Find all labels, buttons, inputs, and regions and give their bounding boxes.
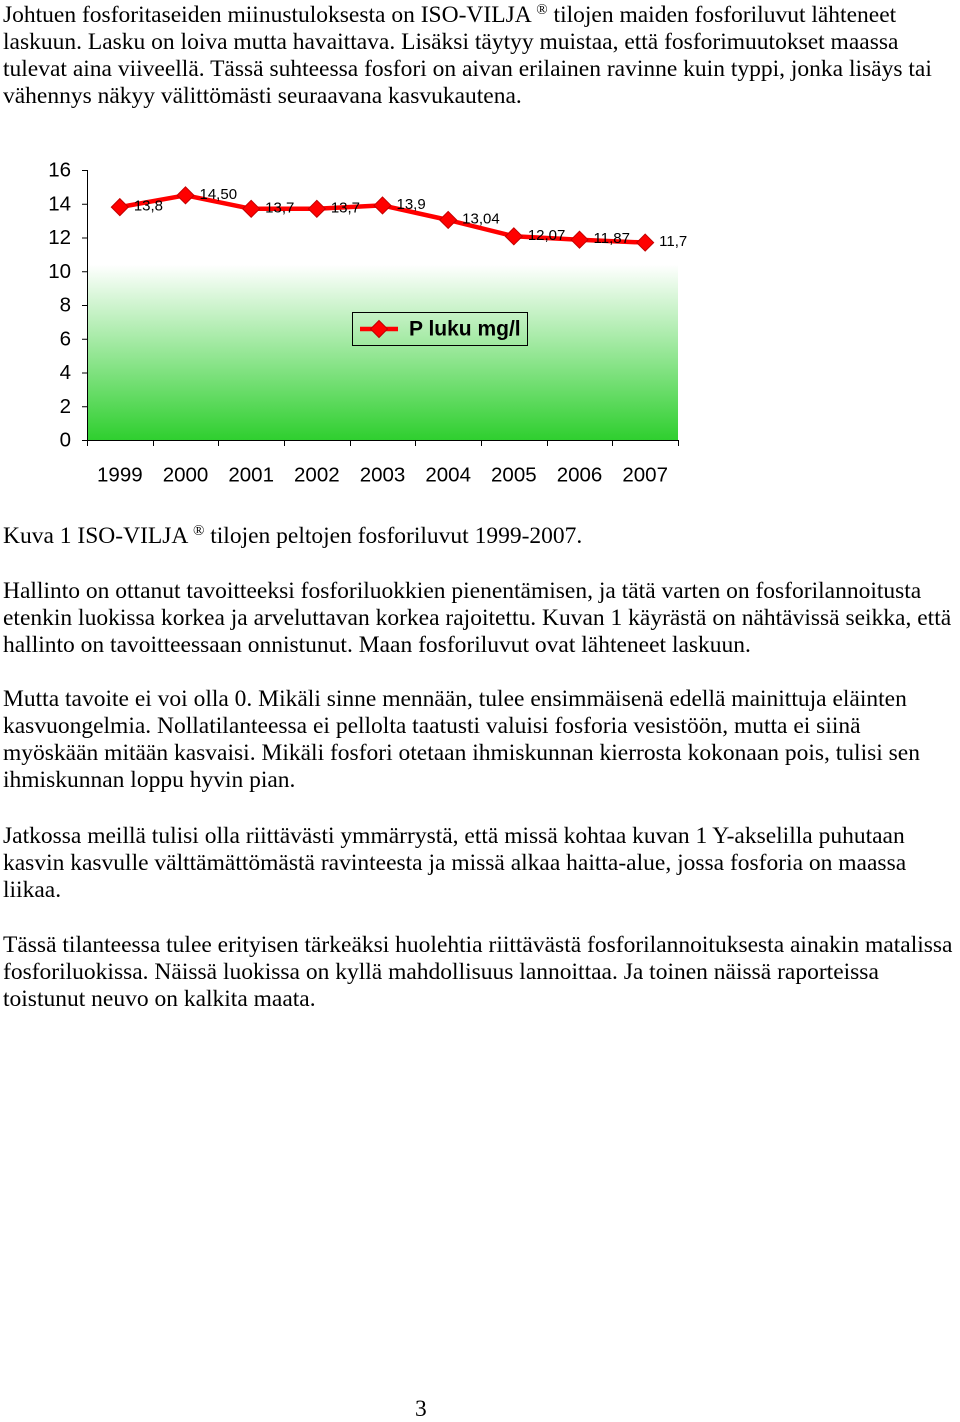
paragraph-line: etenkin luokissa korkea ja arveluttavan korkea rajoitettu. Kuvan 1 käyrästä on nähtävissä seikka, että	[3, 605, 952, 631]
body-paragraph	[3, 686, 958, 794]
x-tick-label-1999: 1999	[97, 463, 143, 487]
body-paragraph	[3, 823, 958, 904]
registered-mark: ®	[536, 2, 548, 18]
paragraph-line: kasvin kasvulle välttämättömästä ravinteesta ja missä alkaa haitta-alue, jossa fosforia on maassa	[3, 850, 907, 876]
line-text: tilojen maiden fosforiluvut lähteneet	[553, 2, 897, 28]
caption-line	[3, 523, 958, 550]
data-label-2007: 11,7	[659, 233, 688, 251]
paragraph-line: Jatkossa meillä tulisi olla riittävästi ymmärrystä, että missä kohtaa kuvan 1 Y-akselilla puhutaan	[3, 823, 905, 849]
paragraph-line: laskuun. Lasku on loiva mutta havaittava. Lisäksi täytyy muistaa, että fosforimuutokset maassa	[3, 29, 899, 55]
paragraph-line: Tässä tilanteessa tulee erityisen tärkeäksi huolehtia riittävästä fosforilannoituksesta ainakin matalissa	[3, 932, 953, 958]
x-tick-label-2001: 2001	[228, 463, 274, 487]
data-label-2003: 13,9	[396, 195, 426, 213]
data-label-2004: 13,04	[462, 210, 500, 228]
y-tick-label-14: 14	[48, 192, 71, 216]
paragraph-line: fosforiluokissa. Näissä luokissa on kyllä mahdollisuus lannoittaa. Ja toinen näissä raporteissa	[3, 959, 879, 985]
y-tick-label-12: 12	[48, 226, 71, 249]
body-paragraph	[3, 578, 958, 659]
x-tick-label-2003: 2003	[359, 463, 406, 487]
x-tick-label-2005: 2005	[491, 463, 537, 487]
registered-mark: ®	[192, 523, 205, 539]
paragraph-line: hallinto on tavoitteessaan onnistunut. Maan fosforiluvut ovat lähteneet laskuun.	[3, 632, 751, 658]
paragraph-line: vähennys näkyy välittömästi seuraavana kasvukautena.	[3, 83, 522, 109]
paragraph-line: Mutta tavoite ei voi olla 0. Mikäli sinne mennään, tulee ensimmäisenä edellä mainittuja eläinten	[3, 686, 907, 712]
data-label-2002: 13,7	[330, 199, 361, 217]
y-tick-label-2: 2	[59, 394, 71, 418]
data-label-2005: 12,07	[527, 226, 566, 244]
data-label-1999: 13,8	[133, 197, 164, 215]
paragraph-line: ihmiskunnan loppu hyvin pian.	[3, 767, 296, 793]
y-tick-label-10: 10	[48, 259, 71, 283]
line-text: tilojen peltojen fosforiluvut 1999-2007.	[210, 523, 583, 549]
paragraph-line: kasvuongelmia. Nollatilanteessa ei pellolta taatusti valuisi fosforia vesistöön, mutta ei siinä	[3, 713, 861, 739]
y-tick-label-16: 16	[48, 158, 71, 182]
x-tick-label-2002: 2002	[294, 463, 340, 487]
data-label-2006: 11,87	[593, 230, 630, 248]
paragraph-line: myöskään mitään kasvaisi. Mikäli fosfori otetaan ihmiskunnan kierrosta kokonaan pois, tulisi sen	[3, 740, 920, 766]
x-tick-label-2000: 2000	[162, 463, 209, 487]
x-tick-label-2004: 2004	[425, 463, 471, 487]
data-label-2000: 14,50	[199, 185, 238, 203]
paragraph-line: tulevat aina viiveellä. Tässä suhteessa fosfori on aivan erilainen ravinne kuin typpi, jonka lisäys tai	[3, 56, 932, 82]
x-tick-label-2006: 2006	[556, 463, 603, 487]
line-text: Johtuen fosforitaseiden miinustuloksesta on ISO-VILJA	[3, 2, 531, 28]
paragraph-line: Hallinto on ottanut tavoitteeksi fosforiluokkien pienentämisen, ja tätä varten on fosforilannoitusta	[3, 578, 922, 604]
y-tick-label-6: 6	[59, 327, 71, 351]
page-number: 3	[415, 1396, 427, 1422]
intro-paragraph	[3, 2, 958, 110]
figure-caption	[3, 523, 958, 550]
data-label-2001: 13,7	[265, 199, 295, 217]
body-paragraph	[3, 932, 958, 1013]
y-tick-label-0: 0	[59, 428, 71, 452]
y-tick-label-4: 4	[59, 361, 71, 384]
x-tick-label-2007: 2007	[622, 463, 668, 487]
paragraph-line	[3, 2, 958, 29]
line-chart	[0, 150, 700, 500]
y-tick-label-8: 8	[59, 293, 71, 317]
legend-label: P luku mg/l	[409, 317, 521, 341]
paragraph-line: toistunut neuvo on kalkita maata.	[3, 986, 316, 1012]
paragraph-line: liikaa.	[3, 877, 62, 903]
line-text: Kuva 1 ISO-VILJA	[3, 523, 188, 549]
